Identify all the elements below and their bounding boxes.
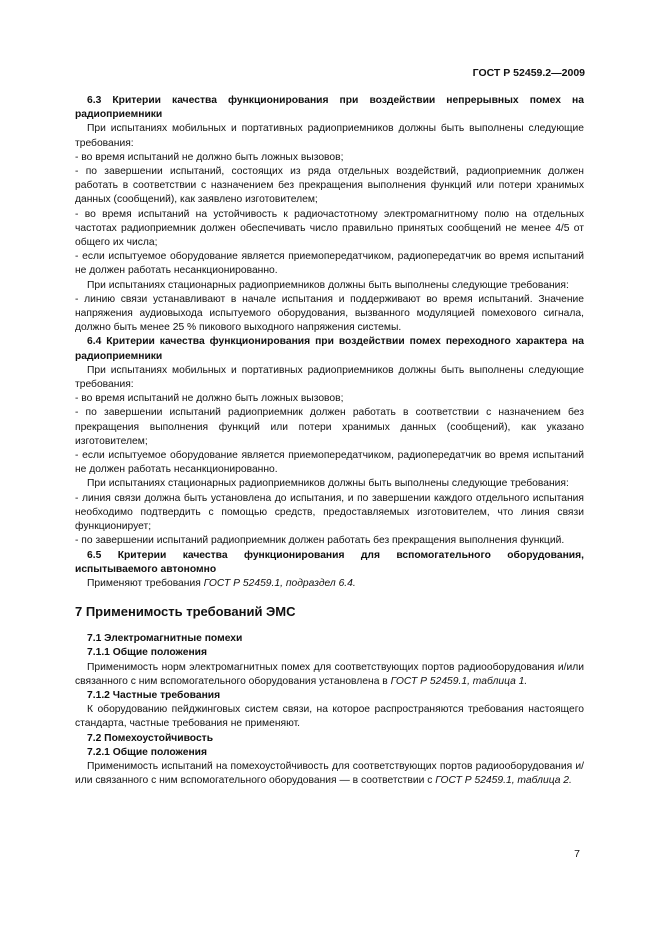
section-7-2-1-reference: ГОСТ Р 52459.1, таблица 2. (435, 775, 572, 787)
section-7-1-heading: 7.1 Электромагнитные помехи (87, 633, 243, 645)
list-item: - если испытуемое оборудование является приемопередатчиком, радиопередатчик во время испытаний не должен работать несанкционированно. (75, 450, 584, 476)
section-7-1-2-text: К оборудованию пейджинговых систем связи, на которое распространяются требования настоящего стандарта, частные требования не применяют. (75, 704, 584, 730)
section-6-3-intro2: При испытаниях стационарных радиоприемников должны быть выполнены следующие требования: (87, 279, 569, 291)
section-7-2-heading: 7.2 Помехоустойчивость (87, 732, 214, 744)
section-7-1-1-reference: ГОСТ Р 52459.1, таблица 1. (390, 675, 528, 687)
section-7-2-1-text (75, 760, 584, 788)
document-header: ГОСТ Р 52459.2—2009 (472, 67, 585, 79)
list-item: - во время испытаний не должно быть ложных вызовов; (75, 151, 344, 163)
list-item: - по завершении испытаний радиоприемник должен работать без прекращения выполнения функций. (75, 535, 565, 547)
section-7-1-2-heading: 7.1.2 Частные требования (87, 689, 221, 701)
section-6-5-title: 6.5 Критерии качества функционирования для вспомогательного оборудования, испытываемого автономно (75, 549, 584, 575)
document-body (75, 94, 584, 788)
section-7-heading: 7 Применимость требований ЭМС (75, 604, 296, 620)
section-7-2-1-text-plain: Применимость испытаний на помехоустойчивость для соответствующих портов радиооборудования и/или связанного с ним вспомогательного оборудования — в соответствии с (75, 760, 584, 787)
page-number: 7 (574, 848, 580, 860)
section-7-1-1-heading: 7.1.1 Общие положения (87, 647, 207, 659)
section-6-5-text-plain: Применяют требования (87, 577, 204, 589)
list-item: - линия связи должна быть установлена до испытания, и по завершении каждого отдельного испытания необходимо подтвердить с помощью средств, предоставляемых изготовителем, что линия связи функционирует; (75, 492, 584, 533)
list-item: - если испытуемое оборудование является приемопередатчиком, радиопередатчик во время испытаний не должен работать несанкционированно. (75, 251, 584, 277)
section-7-2-1-heading: 7.2.1 Общие положения (87, 746, 207, 758)
list-item: - по завершении испытаний радиоприемник должен работать в соответствии с назначением без прекращения выполнения функций или потери хранимых данных (сообщений), как указано изготовителем; (75, 407, 584, 447)
section-6-4-title: 6.4 Критерии качества функционирования при воздействии помех переходного характера на радиоприемники (75, 336, 584, 362)
list-item: - во время испытаний не должно быть ложных вызовов; (75, 393, 344, 405)
list-item: - во время испытаний на устойчивость к радиочастотному электромагнитному полю на отдельных частотах радиоприемник должен обеспечивать число правильно принятых сообщений не менее 4/5 от общего их числа; (75, 208, 584, 249)
section-7-1-1-text (75, 661, 584, 689)
section-6-4-intro: При испытаниях мобильных и портативных радиоприемников должны быть выполнены следующие требования: (75, 364, 584, 391)
section-6-4-intro2: При испытаниях стационарных радиоприемников должны быть выполнены следующие требования: (87, 478, 569, 490)
section-6-5-reference: ГОСТ Р 52459.1, подраздел 6.4. (203, 577, 356, 589)
list-item: - линию связи устанавливают в начале испытания и поддерживают во время испытаний. Значение напряжения аудиовыхода испытуемого оборудования, вызванного модуляцией помехового сигнала, должно быть менее 25 % пикового выходного напряжения системы. (75, 293, 584, 334)
list-item: - по завершении испытаний, состоящих из ряда отдельных воздействий, радиоприемник должен работать в соответствии с назначением без прекращения выполнения функций или потери хранимых данных (сообщений), как заявлено изготовителем; (75, 166, 584, 206)
section-6-3-intro: При испытаниях мобильных и портативных радиоприемников должны быть выполнены следующие требования: (75, 123, 584, 149)
section-6-5-text (75, 577, 584, 591)
section-6-3-title: 6.3 Критерии качества функционирования при воздействии непрерывных помех на радиоприемники (75, 95, 584, 121)
section-7-1-1-text-plain: Применимость норм электромагнитных помех для соответствующих портов радиооборудования и/или связанного с ним вспомогательного оборудования установлена в (75, 661, 584, 687)
